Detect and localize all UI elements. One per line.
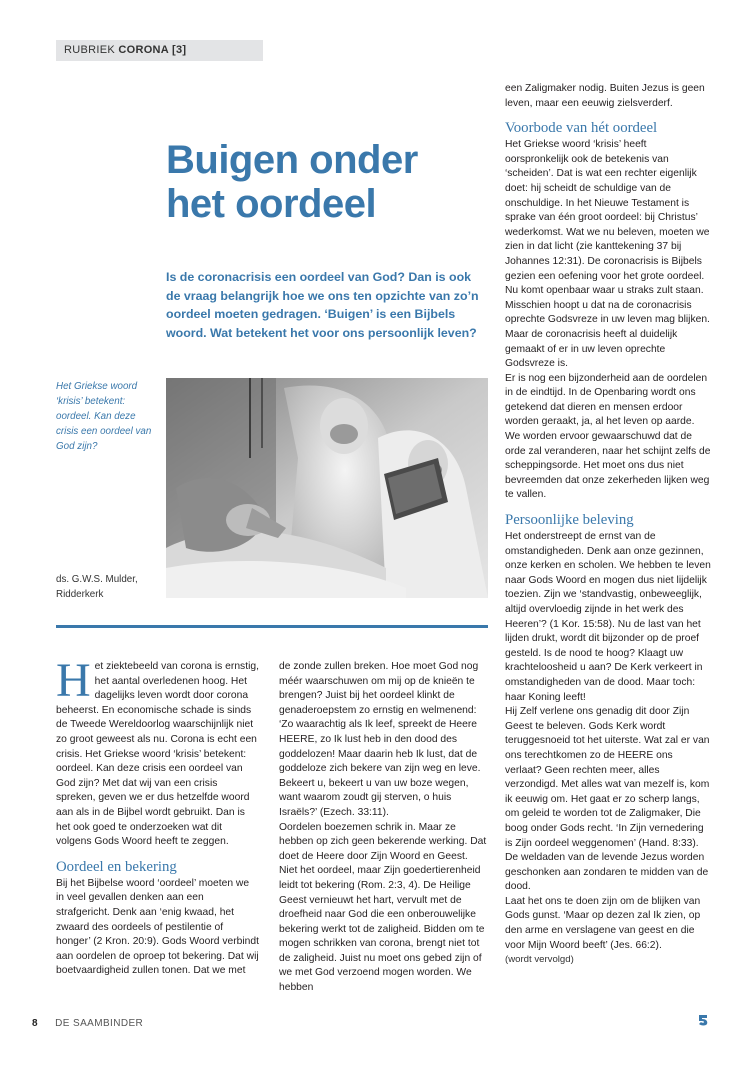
page-number: 8 [32,1018,38,1029]
subheading-oordeel-en-bekering: Oordeel en bekering [56,858,177,875]
hospital-scene-image [166,378,488,598]
page-footer [32,1018,143,1029]
article-column-2 [279,660,488,996]
paragraph: Het Griekse woord ‘krisis’ heeft oorspronkelijk ook de betekenis van ‘scheiden’. Dat is wat een rechter eigenlijk doet: hij scheidt de schuldige van de onschuldige. In het Nieuwe Testament is sprake van één groot oordeel: bij Christus’ wederkomst. Wat we nu beleven, moeten we zien in dat licht (zie kanttekening 37 bij Johannes 12:31). De coronacrisis is Bijbels gezien een oefening voor het grote oordeel. Nu komt openbaar waar u straks zult staan. Misschien hoopt u dat na de coronacrisis oprechte Godsvreze in uw leven mag blijken. Maar de coronacrisis heeft al duidelijk gemaakt of er in uw leven oprechte Godsvreze is. [505,139,710,370]
article-column-3 [505,82,711,968]
author-credit: ds. G.W.S. Mulder, Ridderkerk [56,574,138,600]
paragraph: de zonde zullen breken. Hoe moet God nog méér waarschuwen om mij op de knieën te brengen? Juist bij het oordeel klinkt de genaderoepstem zo ernstig en welmenend: ‘Zo waarachtig als Ik leef, spreekt de Heere HEERE, zo Ik lust heb in den dood des goddelozen! Maar daarin heb Ik lust, dat de goddeloze zich bekere van zijn weg en leve. Bekeert u, bekeert u van uw boze wegen, want waarom zoudt gij sterven, o huis Israëls?’ (Ezech. 33:11). [279,661,481,818]
article-photo [166,378,488,598]
rubriek-label: RUBRIEK CORONA [3] [56,40,263,61]
to-be-continued-note: (wordt vervolgd) [505,954,574,966]
page-title: Buigen onder het oordeel [166,138,418,226]
paragraph: een Zaligmaker nodig. Buiten Jezus is geen leven, maar een eeuwig zielsverderf. [505,83,705,109]
end-of-article-icon [697,1014,709,1026]
subheading-persoonlijke-beleving: Persoonlijke beleving [505,512,634,529]
paragraph: Er is nog een bijzonderheid aan de oordelen in de eindtijd. In de Openbaring wordt ons getekend dat dieren en mensen erdoor worden geraakt, ja, al het leven op aarde. We worden ervoor gewaarschuwd dat de orde zal veranderen, naar het schijnt zelfs de scheppingsorde. Het moet ons dus niet bevreemden dat onze zekerheden lijken weg te vallen. [505,372,711,501]
paragraph: et ziektebeeld van corona is ernstig, het aantal overledenen hoog. Het dagelijks leven wordt door corona beheerst. En economische schade is sinds de Tweede Wereldoorlog waarschijnlijk niet zo groot geweest als nu. Corona is echt een crisis. Het Griekse woord ‘krisis’ betekent: oordeel. Kan deze crisis een oordeel van God zijn? Met dat wij van een crisis spreken, geven we er dus hetzelfde woord aan als in de Bijbel wordt gebruikt. Dan is het ook goed te onderzoeken wat dit volgens Gods Woord heeft te zeggen. [56,661,259,848]
publication-name: DE SAAMBINDER [55,1018,144,1029]
photo-caption: Het Griekse woord ‘krisis’ betekent: oordeel. Kan deze crisis een oordeel van God zijn? [56,381,152,452]
drop-cap: H [56,654,91,707]
paragraph: Bij het Bijbelse woord ‘oordeel’ moeten we in veel gevallen denken aan een strafgericht. Denk aan ‘enig kwaad, het zwaard des oordeels of pestilentie of honger’ (2 Kron. 20:9). Gods Woord verbindt aan oordelen de oproep tot bekering. Dat wij boetvaardigheid zullen tonen. Dat we met [56,877,259,977]
article-column-1 [56,654,259,979]
lead-paragraph: Is de coronacrisis een oordeel van God? Dan is ook de vraag belangrijk hoe we ons ten opzichte van zo’n oordeel moeten gedragen. ‘Buigen’ is een Bijbels woord. Wat betekent het voor ons persoonlijk leven? [166,270,479,340]
section-divider [56,625,488,628]
paragraph: Oordelen boezemen schrik in. Maar ze hebben op zich geen bekerende werking. Dat doet de Heere door Zijn Woord en Geest. Niet het oordeel, maar Zijn goedertierenheid leidt tot bekering (Rom. 2:3, 4). De Heilige Geest vernieuwt het hart, vervult met de droefheid naar God die een onberouwelijke bekering werkt tot de zaligheid. Bidden om te mogen schrikken van corona, brengt niet tot de zaligheid. Juist nu moet ons gebed zijn of we met God verzoend mogen worden. We hebben [279,821,487,994]
paragraph: Hij Zelf verlene ons genadig dit door Zijn Geest te beleven. Gods Kerk wordt teruggesnoeid tot het uiterste. Wat zal er van ons terechtkomen zo de HEERE ons verlaat? Geen rechten meer, alles verzondigd. Met alles wat van mezelf is, kom ik eeuwig om. Het gaat er zo scherp langs, om geleid te worden tot de Zaligmaker, Die boog onder Gods recht. ‘In Zijn vernedering is Zijn oordeel weggenomen’ (Hand. 8:33). De weldaden van de levende Jezus worden geschonken aan zondaren te midden van de dood. [505,706,710,893]
paragraph: Het onderstreept de ernst van de omstandigheden. Denk aan onze gezinnen, onze kerken en scholen. We hebben te leven naar Gods Woord en mogen dus niet lijdelijk toezien. Zijn we ‘standvastig, onbeweeglijk, altijd overvloedig zijnde in het werk des Heeren’? (1 Kor. 15:58). Nu de last van het lijden drukt, wordt dit bijzonder op de proef gesteld. Is de nood te hoog? Klaagt uw krachteloosheid u aan? De Kerk verkeert in omstandigheden van de dood. Maar toch: haar Koning leeft! [505,531,711,703]
subheading-voorbode: Voorbode van hét oordeel [505,120,658,137]
paragraph: Laat het ons te doen zijn om de blijken van Gods gunst. ‘Maar op dezen zal Ik zien, op den arme en verslagene van geest en die voor Mijn Woord beeft’ (Jes. 66:2). [505,895,701,951]
